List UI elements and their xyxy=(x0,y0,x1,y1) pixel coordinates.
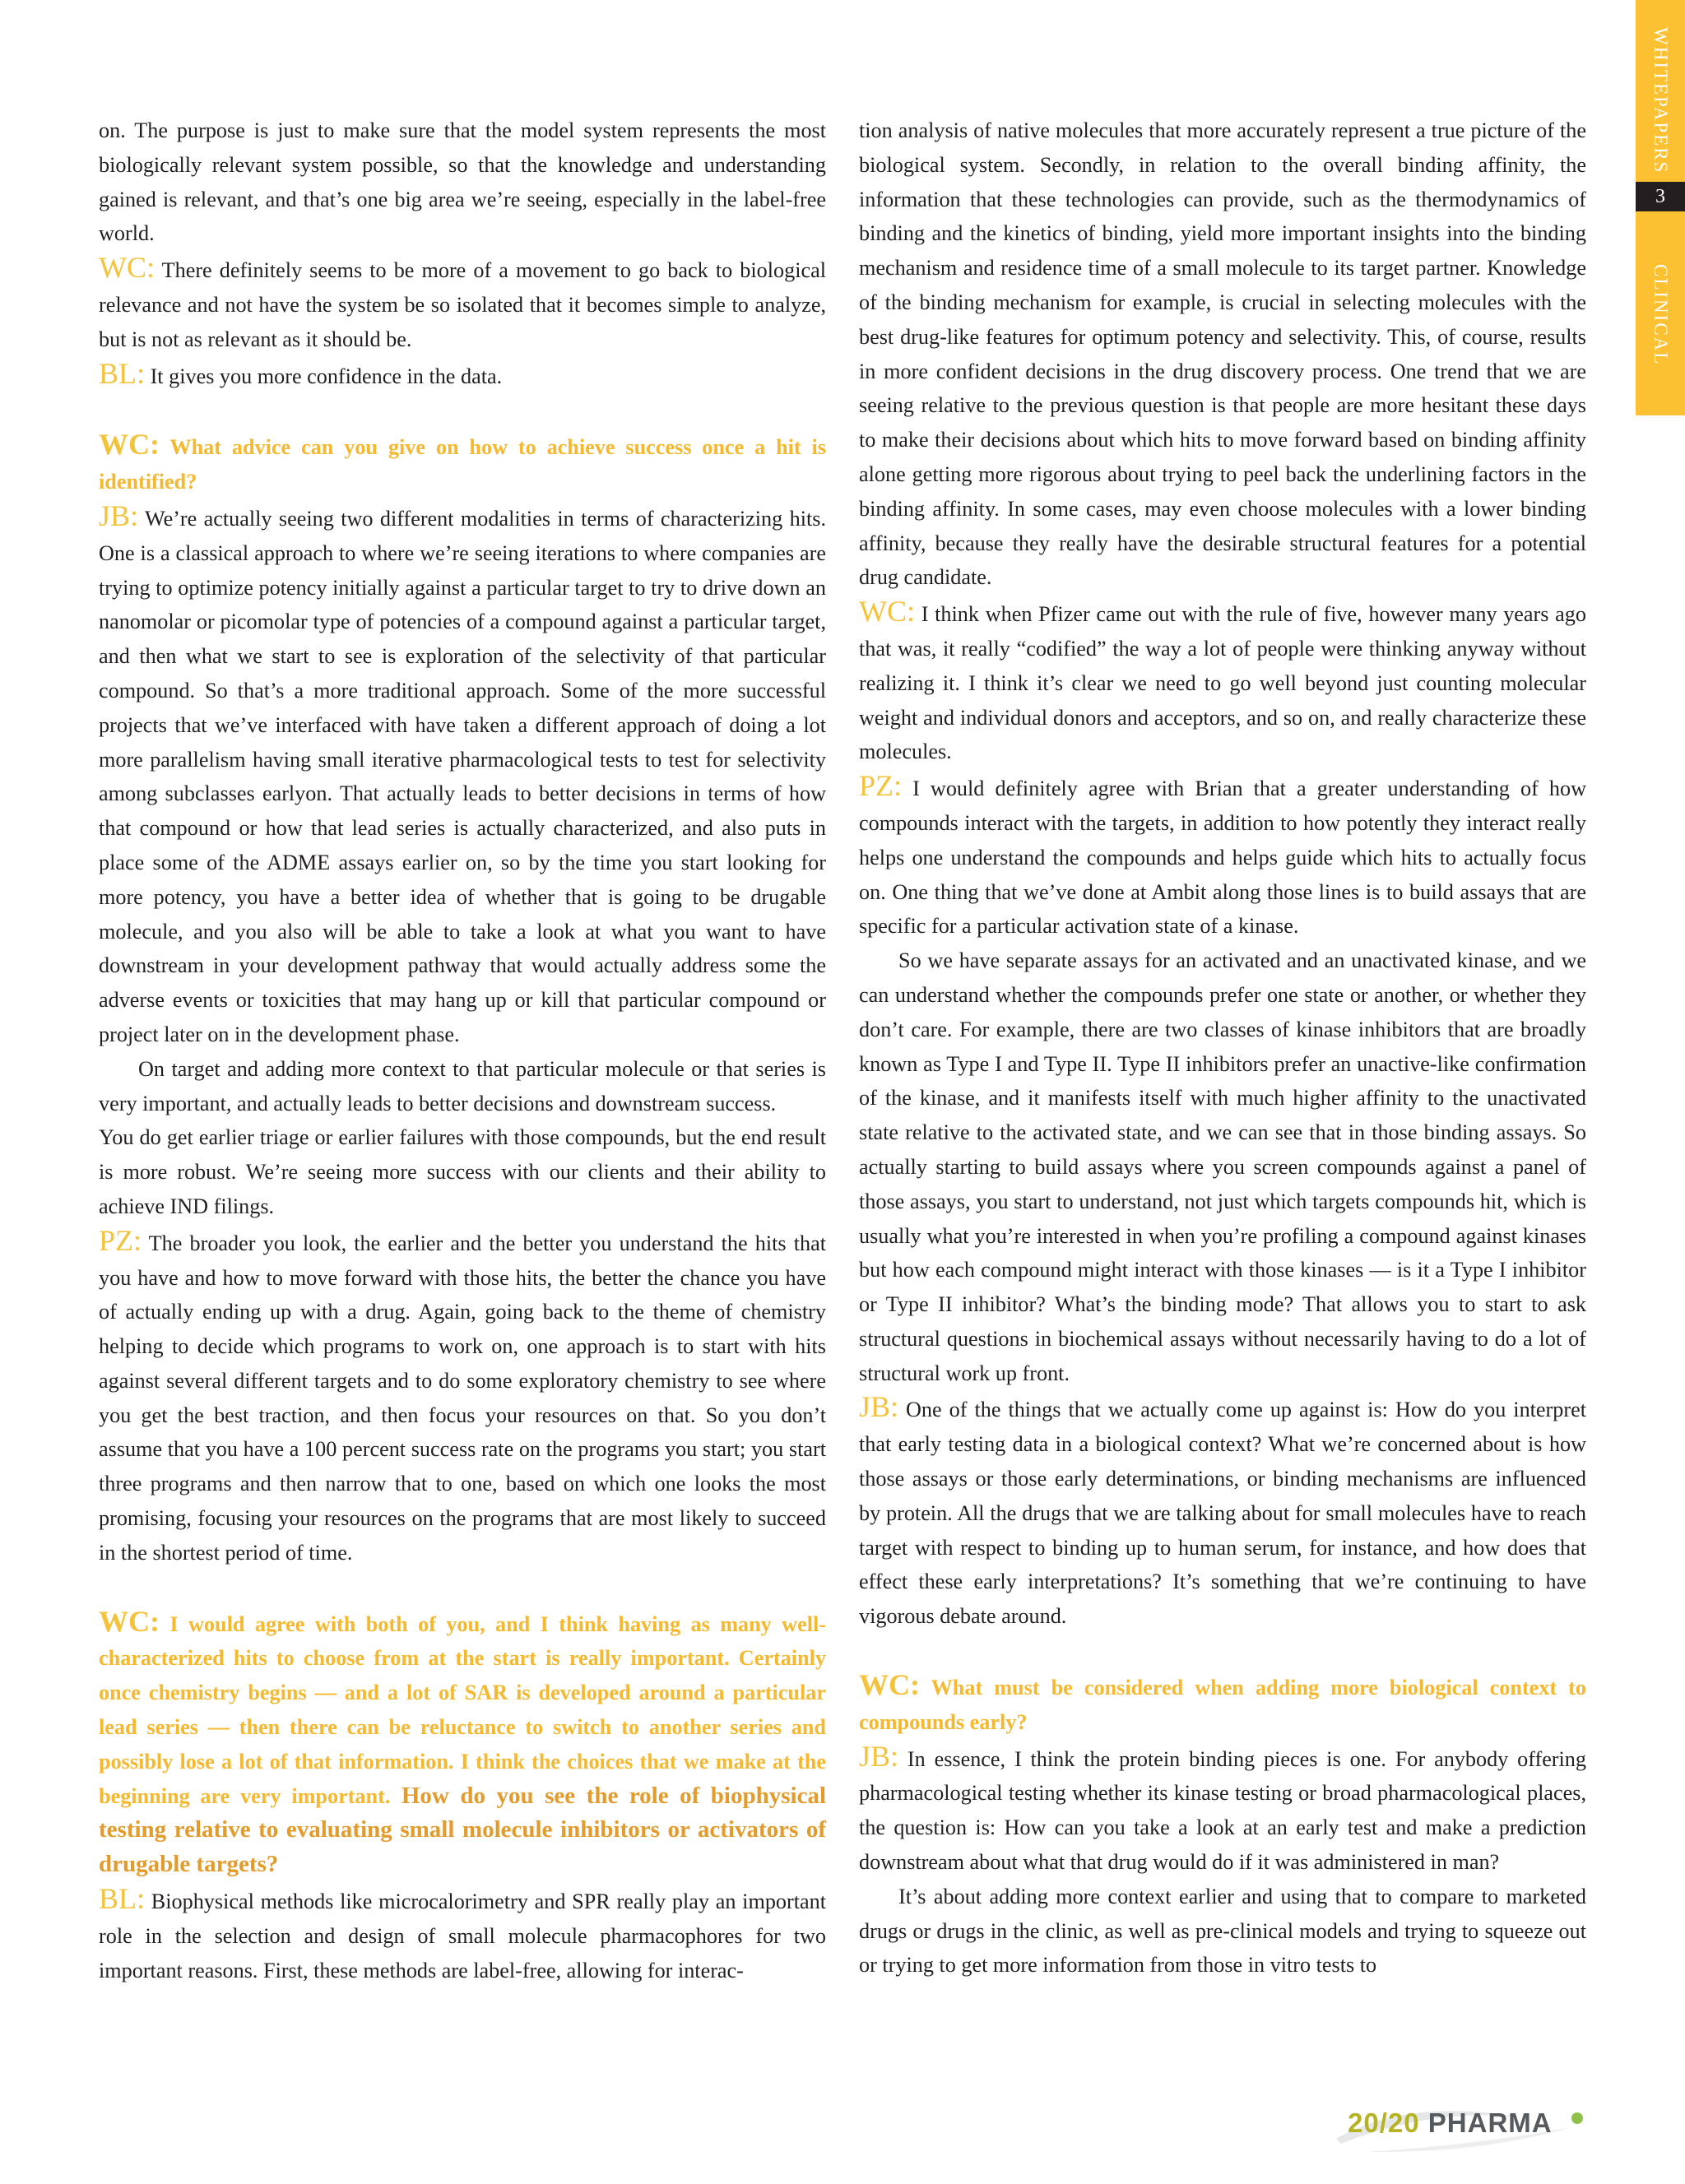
page-number: 3 xyxy=(1636,182,1685,211)
speaker-label: WC: xyxy=(99,1604,160,1638)
paragraph: on. The purpose is just to make sure that the model system represents the most biologically relevant system possible, so that the knowledge and understanding gained is relevant, and that’s one big area we’re seeing, especially in the label-free world. xyxy=(99,118,826,246)
paragraph: JB: In essence, I think the protein binding pieces is one. For anybody offering pharmacological testing whether its kinase testing or broad pharmacological places, the question is: How can you take a look at an early test and make a prediction downstream about what that drug would do if it was administered in man? xyxy=(859,1739,1586,1875)
section-tab xyxy=(1601,0,1685,415)
interview-question: WC: What advice can you give on how to achieve success once a hit is identified? xyxy=(99,428,826,494)
speaker-label: JB: xyxy=(99,498,139,532)
speaker-label: JB: xyxy=(859,1739,899,1773)
paragraph: PZ: The broader you look, the earlier and the better you understand the hits that you have and how to move forward with those hits, the better the chance you have of actually ending up with a drug. Again, going back to the theme of chemistry helping to decide which programs to work on, one approach is to start with hits against several different targets and to do some exploratory chemistry to see where you get the best traction, and then focus your resources on that. So you don’t assume that you have a 100 percent success rate on the programs you start; you start three programs and then narrow that to one, based on which one looks the most promising, focusing your resources on the programs that are most likely to succeed in the shortest period of time. xyxy=(99,1223,826,1565)
speaker-label: WC: xyxy=(859,595,915,628)
publication-logo xyxy=(1333,2096,1596,2154)
section-label-clinical-trials: CLINICAL TRIALS xyxy=(1601,264,1671,366)
question-highlight: How do you see the role of biophysical testing relative to evaluating small molecule inhibitors or activators of drugable targets? xyxy=(99,1782,826,1878)
interview-question: WC: I would agree with both of you, and I think having as many well-characterized hits to choose from at the start is really important. Certainly once chemistry begins — and a lot of SAR is developed around a particular lead series — then there can be reluctance to switch to another series and possibly lose a lot of that information. I think the choices that we make at the beginning are very important. How do you see the role of biophysical testing relative to evaluating small molecule inhibitors or activators of drugable targets? xyxy=(99,1604,826,1878)
logo-numbers: 20/20 xyxy=(1348,2107,1420,2138)
paragraph: WC: I think when Pfizer came out with the rule of five, however many years ago that was, it really “codified” the way a lot of people were thinking anyway without realizing it. I think it’s clear we need to go well beyond just counting molecular weight and individual donors and acceptors, and so on, and really characterize these molecules. xyxy=(859,595,1586,764)
speaker-label: BL: xyxy=(99,356,146,390)
speaker-label: PZ: xyxy=(99,1223,142,1257)
speaker-label: WC: xyxy=(859,1668,920,1702)
paragraph: It’s about adding more context earlier and using that to compare to marketed drugs or drugs in the clinic, as well as pre-clinical models and trying to squeeze out or trying to get more information from those in vitro tests to xyxy=(859,1884,1586,1978)
logo-dot-icon xyxy=(1571,2112,1583,2124)
paragraph: tion analysis of native molecules that more accurately represent a true picture of the biological system. Secondly, in relation to the overall binding affinity, the information that these technologies can provide, such as the thermodynamics of binding and the kinetics of binding, yield more important insights into the binding mechanism and residence time of a small molecule to its target partner. Knowledge of the binding mechanism for example, is crucial in selecting molecules with the best drug-like features for optimum potency and selectivity. This, of course, results in more confident decisions in the drug discovery process. One trend that we are seeing relative to the previous question is that people are more hesitant these days to make their decisions about which hits to move forward based on binding affinity alone getting more rigorous about trying to peel back the underlining factors in the binding affinity. In some cases, may even choose molecules with a lower binding affinity, because they really have the desirable structural features for a potential drug candidate. xyxy=(859,118,1586,590)
speaker-label: WC: xyxy=(99,251,155,285)
paragraph: PZ: I would definitely agree with Brian that a greater understanding of how compounds interact with the targets, in addition to how potently they interact really helps one understand the compounds and helps guide which hits to actually focus on. One thing that we’ve done at Ambit along those lines is to build assays that are specific for a particular activation state of a kinase. xyxy=(859,769,1586,939)
paragraph: So we have separate assays for an activated and an unactivated kinase, and we can understand whether the compounds prefer one state or another, or whether they don’t care. For example, there are two classes of kinase inhibitors that are broadly known as Type I and Type II. Type II inhibitors prefer an unactive-like confirmation of the kinase, and it manifests itself with much higher affinity to the unactivated state relative to the activated state, and we can see that in those binding assays. So actually starting to build assays where you screen compounds against a panel of those assays, you start to understand, not just which targets compounds hit, which is usually what you’re interested in when you’re profiling a compound against kinases but how each compound might interact with those kinases — is it a Type I inhibitor or Type II inhibitor? What’s the binding mode? That allows you to start to ask structural questions in biochemical assays without necessarily having to do a lot of structural work up front. xyxy=(859,948,1586,1385)
interview-question: WC: What must be considered when adding more biological context to compounds early? xyxy=(859,1668,1586,1734)
paragraph: JB: One of the things that we actually come up against is: How do you interpret that early testing data in a biological context? What we’re concerned about is how those assays or those early determinations, or binding mechanisms are influenced by protein. All the drugs that we are talking about for small molecules have to reach target with respect to binding up to human serum, for instance, and how does that effect these early interpretations? It’s something that we’re continuing to have vigorous debate around. xyxy=(859,1390,1586,1629)
text-column-left xyxy=(99,114,826,1987)
speaker-label: BL: xyxy=(99,1882,146,1916)
logo-wordmark: PHARMA xyxy=(1427,2107,1553,2138)
speaker-label: WC: xyxy=(99,428,160,461)
paragraph: On target and adding more context to that particular molecule or that series is very important, and actually leads to better decisions and downstream success. xyxy=(99,1056,826,1115)
text-column-right xyxy=(859,114,1586,1982)
speaker-label: JB: xyxy=(859,1390,899,1424)
section-label-whitepapers: WHITEPAPERS xyxy=(1650,26,1671,174)
paragraph: JB: We’re actually seeing two different modalities in terms of characterizing hits. One is a classical approach to where we’re seeing iterations to where companies are trying to optimize potency initially against a particular target to try to drive down an nanomolar or picomolar type of potencies of a compound against a particular target, and then what we start to see is exploration of the selectivity of that particular compound. So that’s a more traditional approach. Some of the more successful projects that we’ve interfaced with have taken a different approach of doing a lot more parallelism having small iterative pharmacological tests to test for selectivity among subclasses earlyon. That actually leads to better decisions in terms of how that compound or how that lead series is actually characterized, and also puts in place some of the ADME assays earlier on, so by the time you start looking for more potency, you have a better idea of whether that is going to be drugable molecule, and you also will be able to take a look at what you want to have downstream in your development pathway that would actually address some the adverse events or toxicities that may hang up or kill that particular compound or project later on in the development phase. xyxy=(99,498,826,1046)
speaker-label: PZ: xyxy=(859,769,903,803)
paragraph: WC: There definitely seems to be more of a movement to go back to biological relevance and not have the system be so isolated that it becomes simple to analyze, but is not as relevant as it should be. xyxy=(99,251,826,351)
paragraph: BL: It gives you more confidence in the data. xyxy=(99,356,503,390)
paragraph: BL: Biophysical methods like microcalorimetry and SPR really play an important role in the selection and design of small molecule pharmacophores for two important reasons. First, these methods are label-free, allowing for interac- xyxy=(99,1882,826,1982)
paragraph: You do get earlier triage or earlier failures with those compounds, but the end result is more robust. We’re seeing more success with our clients and their ability to achieve IND filings. xyxy=(99,1125,826,1218)
